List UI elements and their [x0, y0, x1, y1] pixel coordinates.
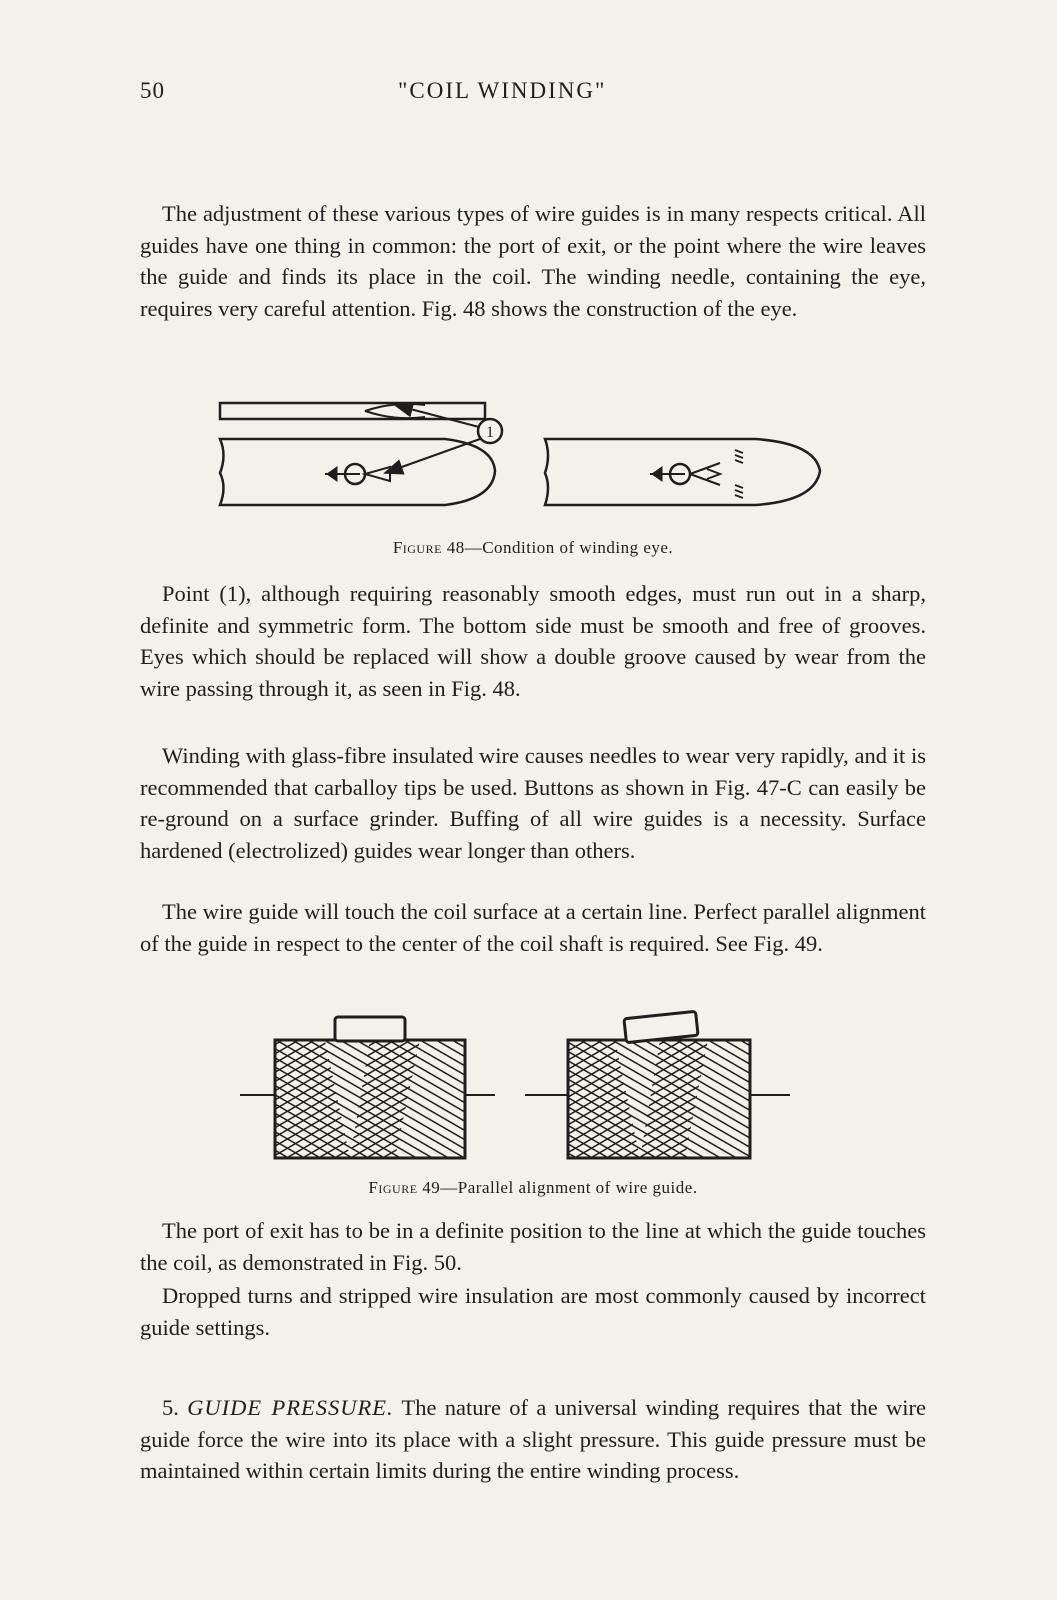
point-1-label: 1: [486, 424, 494, 441]
coil-left: [240, 1017, 495, 1158]
paragraph-alignment: The wire guide will touch the coil surface at a certain line. Perfect parallel alignment of the guide in respect to the center of the coil shaft is required. See Fig. 49.: [140, 899, 926, 956]
section-heading: GUIDE PRESSURE.: [187, 1395, 394, 1420]
wire-guide-parallel: [335, 1017, 405, 1041]
paragraph-port-of-exit: The port of exit has to be in a definite position to the line at which the guide touches the coil, as demonstrated in Fig. 50.: [140, 1218, 926, 1275]
section-number: 5.: [162, 1395, 179, 1420]
section-text: The nature of a universal winding requires that the wire guide force the wire into its place with a slight pressure. This guide pressure must be maintained within certain limits during the entire winding process.: [140, 1395, 927, 1483]
figure-49-caption: [140, 1178, 926, 1198]
paragraph-point-1: Point (1), although requiring reasonably smooth edges, must run out in a sharp, definite and symmetric form. The bottom side must be smooth and free of grooves. Eyes which should be replaced will show a double groove caused by wear from the wire passing through it, as seen in Fig. 48.: [140, 581, 926, 701]
page-number: 50: [140, 78, 165, 103]
needle-top-view: [220, 403, 485, 419]
figure-48-winding-eye: [215, 395, 835, 525]
coil-right: [525, 1011, 790, 1158]
section-guide-pressure: [140, 1392, 926, 1487]
figure-49-caption-prefix: Figure: [368, 1178, 418, 1197]
paragraph-wire-guides: The adjustment of these various types of wire guides is in many respects critical. All guides have one thing in common: the port of exit, or the point where the wire leaves the guide and finds its place in the coil. The winding needle, containing the eye, requires very careful attention. Fig. 48 shows the construction of the eye.: [140, 201, 926, 321]
wire-guide-misaligned: [624, 1011, 698, 1042]
figure-48-caption-prefix: Figure: [392, 538, 442, 557]
figure-49-caption-text: 49—Parallel alignment of wire guide.: [422, 1178, 698, 1197]
figure-48-caption-text: 48—Condition of winding eye.: [446, 538, 674, 557]
needle-right: [545, 439, 820, 505]
paragraph-glass-fibre: Winding with glass-fibre insulated wire causes needles to wear very rapidly, and it is recommended that carballoy tips be used. Buttons as shown in Fig. 47-C can easily be re-ground on a surface grinder. Buffing of all wire guides is a necessity. Surface hardened (electrolized) guides wear longer than others.: [140, 743, 926, 863]
figure-48-caption: [140, 538, 926, 558]
running-title: "COIL WINDING": [398, 78, 607, 103]
paragraph-dropped-turns: Dropped turns and stripped wire insulation are most commonly caused by incorrect guide settings.: [140, 1283, 926, 1340]
figure-49-parallel-alignment: [230, 1005, 800, 1165]
page-header: [140, 78, 940, 118]
